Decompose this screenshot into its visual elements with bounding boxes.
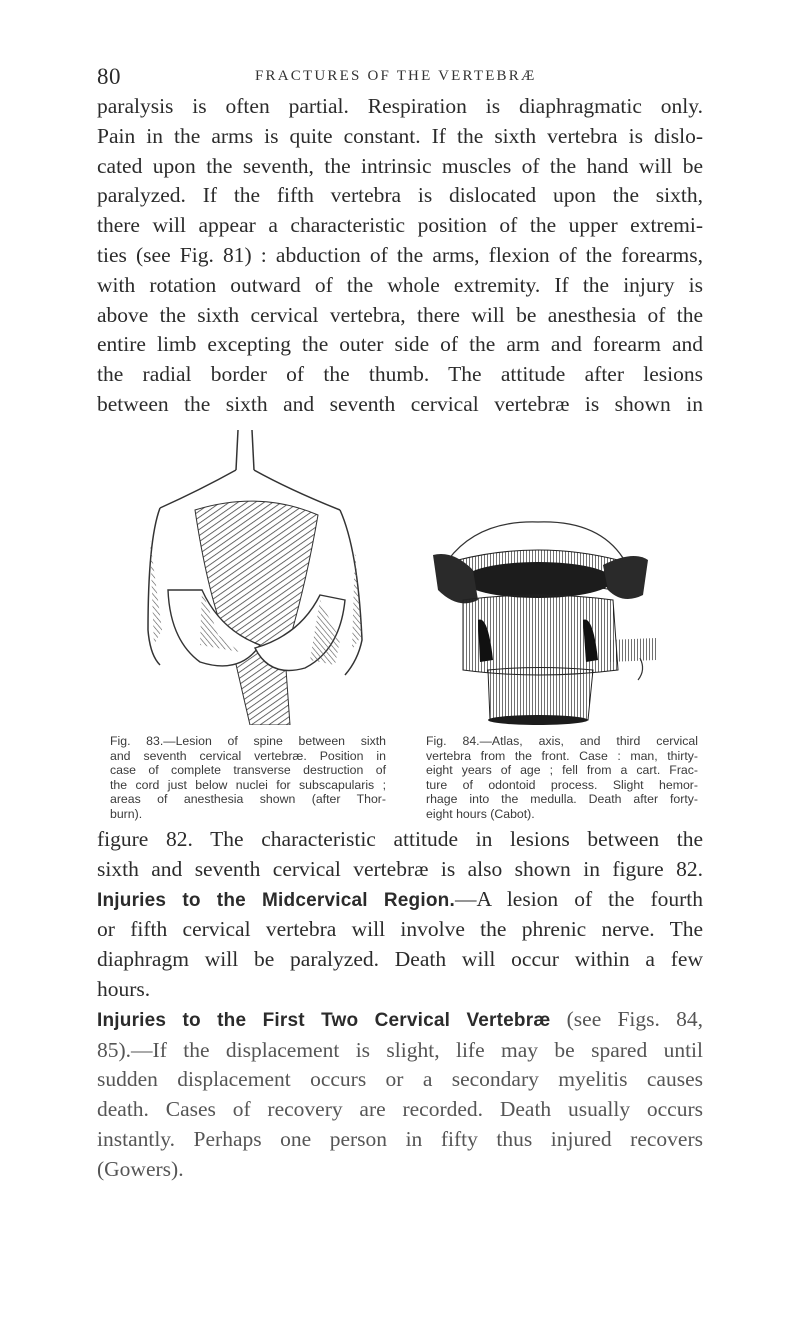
text-run: (see Figs. 84,	[566, 1006, 703, 1031]
text-line: instantly. Perhaps one person in fifty thus injured recovers	[97, 1126, 703, 1151]
text-line: ties (see Fig. 81) : abduction of the arms, flexion of the forearms,	[97, 242, 703, 267]
text-line: between the sixth and seventh cervical vertebræ is shown in	[97, 391, 703, 416]
text-line: or fifth cervical vertebra will involve the phrenic nerve. The	[97, 917, 703, 942]
text-line: 85).—If the displacement is slight, life may be spared until	[97, 1037, 703, 1062]
caption-line: Fig. 84.—Atlas, axis, and third cervical	[426, 734, 698, 748]
text-line: cated upon the seventh, the intrinsic muscles of the hand will be	[97, 153, 703, 178]
text-line: there will appear a characteristic position of the upper extremi-	[97, 213, 703, 238]
paragraph-top	[97, 92, 703, 420]
text-line: sudden displacement occurs or a secondary myelitis causes	[97, 1067, 703, 1092]
paragraph-bottom	[97, 825, 703, 1185]
figure-83-illustration	[140, 430, 380, 725]
text-line: with rotation outward of the whole extremity. If the injury is	[97, 272, 703, 297]
text-line: entire limb excepting the outer side of the arm and forearm and	[97, 332, 703, 357]
page-number: 80	[97, 64, 121, 89]
caption-line: case of complete transverse destruction of	[110, 763, 386, 778]
caption-line: Fig. 83.—Lesion of spine between sixth	[110, 734, 386, 748]
text-line	[97, 885, 703, 916]
running-head: FRACTURES OF THE VERTEBRÆ	[255, 68, 537, 84]
text-line: diaphragm will be paralyzed. Death will occur within a few	[97, 947, 703, 972]
text-line	[97, 1005, 703, 1036]
text-line: paralysis is often partial. Respiration is diaphragmatic only.	[97, 94, 703, 118]
section-heading-first-two: Injuries to the First Two Cervical Vertebræ	[97, 1009, 551, 1031]
figure-83-caption	[110, 734, 386, 822]
text-line: death. Cases of recovery are recorded. Death usually occurs	[97, 1097, 703, 1122]
figure-84-illustration	[418, 520, 658, 725]
text-run: —A lesion of the fourth	[454, 886, 703, 911]
caption-line: areas of anesthesia shown (after Thor-	[110, 792, 386, 807]
text-line: the radial border of the thumb. The attitude after lesions	[97, 362, 703, 387]
caption-line: ture of odontoid process. Slight hemor-	[426, 777, 698, 792]
caption-line: vertebra from the front. Case : man, thirty-	[426, 748, 698, 763]
figure-84-caption	[426, 734, 698, 822]
text-line: figure 82. The characteristic attitude in lesions between the	[97, 827, 703, 851]
caption-line: and seventh cervical vertebræ. Position in	[110, 748, 386, 763]
text-line: hours.	[97, 976, 151, 1001]
text-line: sixth and seventh cervical vertebræ is also shown in figure 82.	[97, 856, 703, 881]
caption-line: eight hours (Cabot).	[426, 806, 535, 821]
text-line: Pain in the arms is quite constant. If the sixth vertebra is dislo-	[97, 123, 703, 148]
caption-line: burn).	[110, 806, 143, 821]
text-line: (Gowers).	[97, 1156, 184, 1181]
caption-line: the cord just below nuclei for subscapularis ;	[110, 777, 386, 792]
caption-line: rhage into the medulla. Death after forty-	[426, 792, 698, 807]
caption-line: eight years of age ; fell from a cart. Frac-	[426, 763, 698, 778]
text-line: above the sixth cervical vertebra, there will be anesthesia of the	[97, 302, 703, 327]
section-heading-midcervical: Injuries to the Midcervical Region.	[97, 889, 455, 911]
text-line: paralyzed. If the fifth vertebra is dislocated upon the sixth,	[97, 183, 703, 208]
